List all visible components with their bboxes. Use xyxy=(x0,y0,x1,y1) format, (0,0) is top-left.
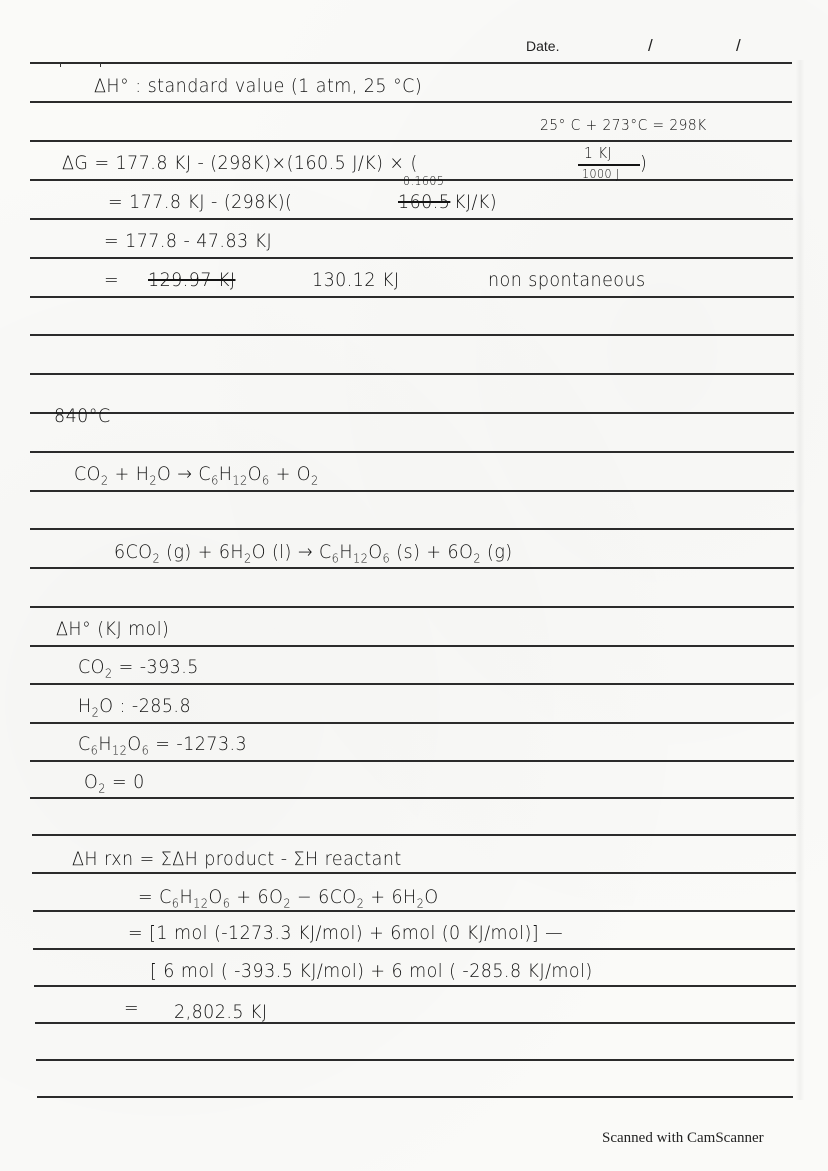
page-edge-shadow xyxy=(795,60,805,1100)
equals-sign: = xyxy=(124,997,140,1019)
struck-value: 160.5 xyxy=(398,191,451,213)
unit-fraction-denominator: 1000 J xyxy=(582,167,620,181)
enthalpy-table-title: ΔH° (KJ mol) xyxy=(56,618,170,640)
camscanner-watermark: Scanned with CamScanner xyxy=(602,1130,764,1146)
standard-value-note: ΔH° : standard value (1 atm, 25 °C) xyxy=(94,75,423,97)
equals-sign: = xyxy=(104,269,120,291)
delta-h-rxn-reactants: [ 6 mol ( -393.5 KJ/mol) + 6 mol ( -285.8 KJ/mol) xyxy=(150,960,593,982)
balanced-equation: $6CO_2$ $(g) + 6H_2O$ $(l) \to C_6H_{12}O_6$ $(s) + 6O_2$ (g) xyxy=(114,541,513,566)
kelvin-conversion: 25° C + 273°C = 298K xyxy=(540,116,707,134)
delta-g-line-2b: KJ/K) xyxy=(454,191,498,213)
unbalanced-equation: $CO_2 + H_2O \to C_6H_{12}O_6 + O_2$ xyxy=(74,463,319,488)
date-slash-1: / xyxy=(648,36,653,55)
temperature-note: 840°C xyxy=(54,405,111,427)
margin-tick xyxy=(100,62,101,67)
delta-g-result: 130.12 KJ xyxy=(312,269,400,291)
close-paren: ) xyxy=(640,152,648,174)
enthalpy-o2: $O_2 = 0$ xyxy=(84,771,145,796)
spontaneity-note: non spontaneous xyxy=(488,269,646,291)
delta-g-line-1: ΔG = 177.8 KJ - (298K)×(160.5 J/K) × ( xyxy=(62,152,418,174)
enthalpy-glucose: $C_6H_{12}O_6 = -1273.3$ xyxy=(78,733,248,758)
date-slash-2: / xyxy=(736,36,741,55)
margin-tick xyxy=(60,62,61,67)
unit-fraction-numerator: 1 KJ xyxy=(584,144,613,162)
delta-h-rxn-products: = [1 mol (-1273.3 KJ/mol) + 6mol (0 KJ/mol)] — xyxy=(128,922,564,944)
enthalpy-co2: $CO_2 = -393.5$ xyxy=(78,656,199,681)
delta-g-line-3: = 177.8 - 47.83 KJ xyxy=(104,230,273,252)
converted-value-annotation: 0.1605 xyxy=(403,174,445,188)
struck-result: 129.97 KJ xyxy=(148,269,236,291)
enthalpy-h2o: $H_2O$ : -285.8 xyxy=(78,695,192,720)
delta-h-rxn-species: = $C_6H_{12}O_6 + 6O_2 - 6CO_2 + 6H_2O$ xyxy=(138,886,439,911)
fraction-bar xyxy=(578,164,640,166)
date-label: Date. xyxy=(526,38,560,54)
delta-h-rxn-result: 2,802.5 KJ xyxy=(174,1001,268,1023)
delta-h-rxn-formula: ΔH rxn = ΣΔH product - ΣH reactant xyxy=(72,848,402,870)
delta-g-line-2a: = 177.8 KJ - (298K)( xyxy=(108,191,293,213)
